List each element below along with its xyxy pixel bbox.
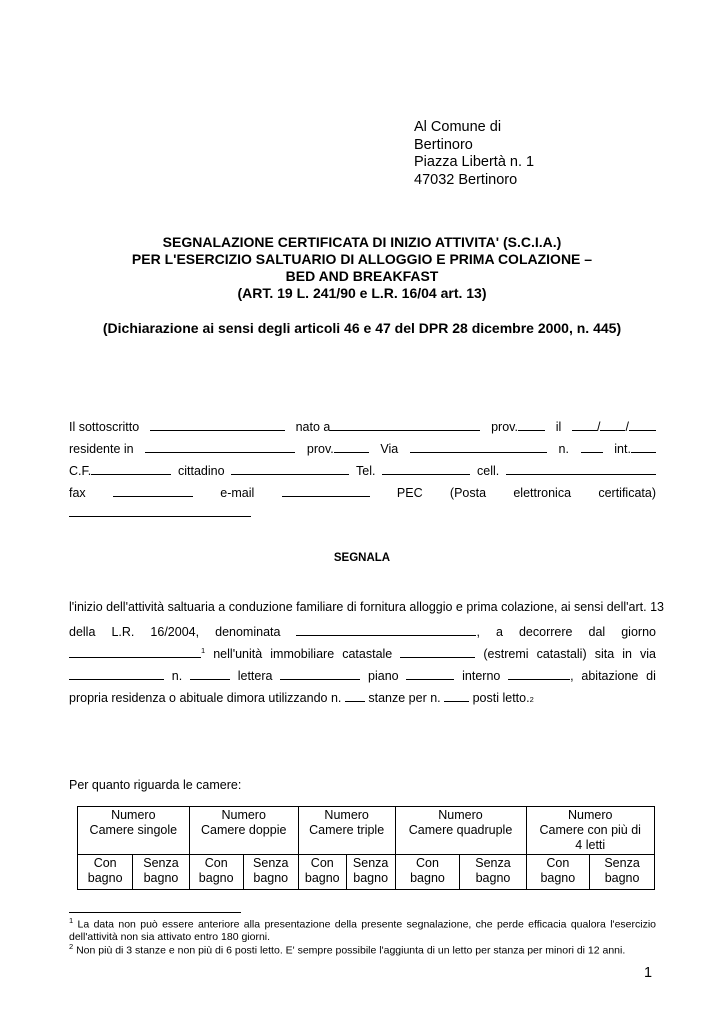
label-prov: prov. xyxy=(491,418,545,434)
footnote-2: $^2$ Non più di 3 stanze e non più di 6 posti letto. E' sempre possibile l'aggiunta di un letto per stanza per minori di 12 anni. xyxy=(69,942,626,957)
table-header-cell: Numero Camere triple xyxy=(298,807,395,855)
table-header-cell: Numero Camere con più di 4 letti xyxy=(526,807,655,855)
table-cell-con-bagno[interactable]: Con bagno xyxy=(78,855,133,890)
label-fax: fax xyxy=(69,486,86,500)
title-line: SEGNALAZIONE CERTIFICATA DI INIZIO ATTIVITA' (S.C.I.A.) xyxy=(162,234,562,250)
start-date-field[interactable] xyxy=(69,645,205,661)
street-field[interactable] xyxy=(410,440,547,453)
label-cf: C.F. xyxy=(69,462,171,478)
label-email: e-mail xyxy=(220,486,255,500)
table-cell-con-bagno[interactable]: Con bagno xyxy=(298,855,346,890)
label-elettronica: elettronica xyxy=(513,486,572,500)
table-cell-senza-bagno[interactable]: Senza bagno xyxy=(346,855,395,890)
table-cell-con-bagno[interactable]: Con bagno xyxy=(395,855,460,890)
interno-field[interactable]: , xyxy=(508,667,573,683)
table-cell-senza-bagno[interactable]: Senza bagno xyxy=(590,855,655,890)
table-cell-con-bagno[interactable]: Con bagno xyxy=(189,855,243,890)
letter-field[interactable] xyxy=(280,667,360,680)
label-il: il xyxy=(555,420,562,434)
label-cell: cell. xyxy=(477,464,500,478)
phone-field[interactable] xyxy=(382,462,470,475)
label-tel: Tel. xyxy=(356,464,376,478)
mobile-field[interactable] xyxy=(506,462,656,475)
fax-field[interactable] xyxy=(113,484,193,497)
label-n: n. xyxy=(558,442,569,456)
form-row-residente xyxy=(69,440,656,456)
birthplace-field[interactable] xyxy=(330,418,480,431)
rooms-count-field[interactable] xyxy=(345,689,365,702)
birthdate-field[interactable]: / / xyxy=(572,418,656,434)
form-row-cf xyxy=(69,462,656,478)
footnote-ref: 2 xyxy=(529,695,534,704)
label-nato: nato a xyxy=(296,418,481,434)
rooms-table xyxy=(77,806,655,890)
footnote-1: $^1$ La data non può essere anteriore alla presentazione della presente segnalazione, che perde efficacia qualora l'esercizio dell'attività non sia attivato entro 180 giorni. xyxy=(69,916,656,943)
title-line: BED AND BREAKFAST xyxy=(285,268,439,284)
email-field[interactable] xyxy=(282,484,370,497)
recipient-line: Piazza Libertà n. 1 xyxy=(414,154,535,170)
table-row xyxy=(78,807,655,855)
label-pec: PEC xyxy=(396,486,423,500)
table-header-cell: Numero Camere singole xyxy=(78,807,190,855)
table-header-cell: Numero Camere doppie xyxy=(189,807,298,855)
table-cell-senza-bagno[interactable]: Senza bagno xyxy=(133,855,189,890)
floor-field[interactable] xyxy=(406,667,454,680)
section-heading: SEGNALA xyxy=(333,552,391,564)
label-residente: residente in xyxy=(69,442,134,456)
interior-field[interactable] xyxy=(631,440,656,453)
birth-prov-field[interactable] xyxy=(518,418,545,431)
title-line: PER L'ESERCIZIO SALTUARIO DI ALLOGGIO E PRIMA COLAZIONE – xyxy=(131,251,593,267)
label-cittadino: cittadino xyxy=(177,464,225,478)
label-sottoscritto: Il sottoscritto xyxy=(69,420,140,434)
cf-field[interactable] xyxy=(91,462,171,475)
residence-field[interactable] xyxy=(145,440,295,453)
form-row-sottoscritto xyxy=(69,418,656,434)
label-certificata: certificata) xyxy=(598,486,656,500)
footnote-divider xyxy=(69,912,241,913)
label-posta: (Posta xyxy=(449,486,487,500)
table-cell-senza-bagno[interactable]: Senza bagno xyxy=(460,855,526,890)
paragraph-line: della L.R. 16/2004, denominata , a decorrere dal giorno xyxy=(69,625,656,639)
property-number-field[interactable] xyxy=(190,667,230,680)
street-number-field[interactable] xyxy=(581,440,603,453)
beds-count-field[interactable] xyxy=(444,689,469,702)
name-field[interactable] xyxy=(150,418,285,431)
footnote-ref: 1 xyxy=(201,645,206,655)
title-line: (ART. 19 L. 241/90 e L.R. 16/04 art. 13) xyxy=(237,285,487,301)
paragraph-line: n. lettera piano interno , abitazione di xyxy=(69,667,656,683)
table-header-cell: Numero Camere quadruple xyxy=(395,807,526,855)
recipient-line: Bertinoro xyxy=(414,136,473,153)
catasto-field[interactable] xyxy=(400,645,475,658)
form-row-fax xyxy=(69,484,656,500)
residence-prov-field[interactable] xyxy=(334,440,369,453)
label-prov: prov. xyxy=(307,440,369,456)
table-row xyxy=(78,855,655,890)
pec-field[interactable] xyxy=(69,504,251,517)
rooms-intro: Per quanto riguarda le camere: xyxy=(69,778,242,792)
citizenship-field[interactable] xyxy=(231,462,349,475)
paragraph-line: l'inizio dell'attività saltuaria a conduzione familiare di fornitura alloggio e prima colazione, ai sensi dell'art. 13 xyxy=(69,600,664,614)
denominazione-field[interactable]: , xyxy=(296,623,479,639)
page-number: 1 xyxy=(644,965,653,981)
label-int: int. xyxy=(614,440,656,456)
table-cell-con-bagno[interactable]: Con bagno xyxy=(526,855,590,890)
recipient-line: 47032 Bertinoro xyxy=(414,171,518,188)
paragraph-line: $^1$ nell'unità immobiliare catastale (estremi catastali) sita in via xyxy=(69,645,656,661)
property-street-field[interactable] xyxy=(69,667,164,680)
recipient-line: Al Comune di xyxy=(414,119,502,135)
label-via: Via xyxy=(380,442,399,456)
paragraph-line: propria residenza o abituale dimora utilizzando n. stanze per n. posti letto. 2 xyxy=(69,691,534,705)
table-cell-senza-bagno[interactable]: Senza bagno xyxy=(243,855,298,890)
document-subtitle: (Dichiarazione ai sensi degli articoli 46 e 47 del DPR 28 dicembre 2000, n. 445) xyxy=(102,320,622,336)
document-title xyxy=(40,234,684,302)
recipient-address xyxy=(414,119,534,189)
